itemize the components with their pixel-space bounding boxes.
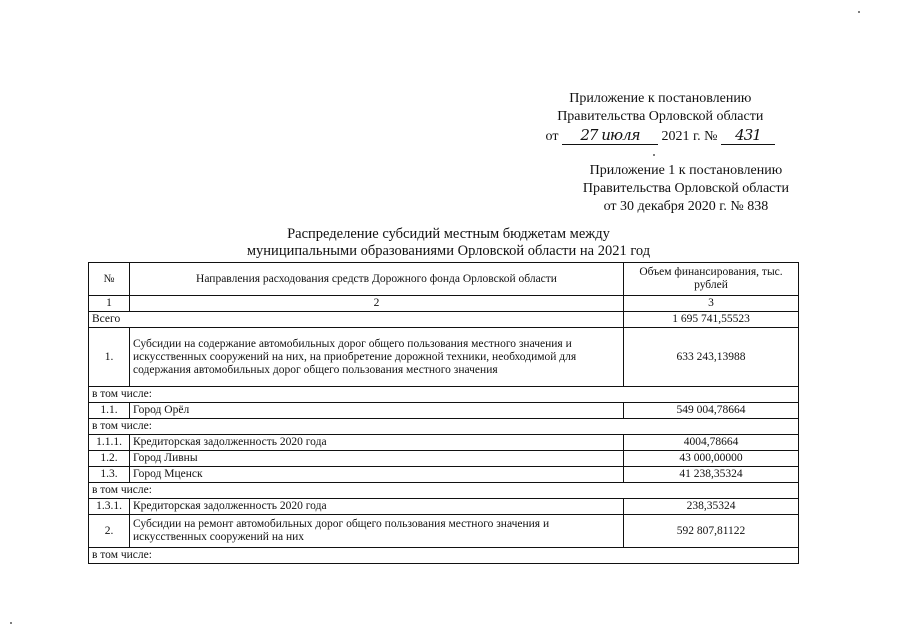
row-text: Кредиторская задолженность 2020 года [130,499,624,515]
handwritten-date: 27 июля [562,126,658,145]
total-row [89,312,799,328]
table-row [89,435,799,451]
row-text: Кредиторская задолженность 2020 года [130,435,624,451]
including-label: в том числе: [89,483,799,499]
col-number-2: 2 [130,296,624,312]
prev-appendix-line-1: Приложение 1 к постановлению [589,163,783,178]
including-label: в том числе: [89,419,799,435]
table-row [89,499,799,515]
including-label: в том числе: [89,387,799,403]
header-direction: Направления расходования средств Дорожного фонда Орловской области [130,263,624,296]
including-label: в том числе: [89,548,799,564]
row-num: 1. [89,328,130,387]
table-row [89,451,799,467]
row-num: 1.3. [89,467,130,483]
header-volume: Объем финансирования, тыс. рублей [624,263,799,296]
row-num: 1.1. [89,403,130,419]
scan-speck [653,154,655,156]
table-row [89,328,799,387]
column-number-row [89,296,799,312]
row-value: 43 000,00000 [624,451,799,467]
row-value: 4004,78664 [624,435,799,451]
ot-label: от [545,129,559,144]
table-row [89,515,799,548]
title-line-1: Распределение субсидий местным бюджетам между [287,226,610,242]
row-value: 238,35324 [624,499,799,515]
appendix-date-line [546,126,775,146]
including-row [89,419,799,435]
row-value: 549 004,78664 [624,403,799,419]
table-row [89,403,799,419]
prev-appendix-line-2: Правительства Орловской области [582,181,789,196]
handwritten-number: 431 [721,126,775,145]
row-num: 1.3.1. [89,499,130,515]
total-label: Всего [89,312,624,328]
col-number-3: 3 [624,296,799,312]
appendix-line-2: Правительства Орловской области [557,109,764,124]
row-num: 1.2. [89,451,130,467]
including-row [89,483,799,499]
total-value: 1 695 741,55523 [624,312,799,328]
previous-appendix-header [583,162,789,216]
subsidy-table [88,262,799,564]
row-text: Город Орёл [130,403,624,419]
row-text: Город Мценск [130,467,624,483]
row-text: Город Ливны [130,451,624,467]
row-value: 633 243,13988 [624,328,799,387]
appendix-line-1: Приложение к постановлению [569,91,752,106]
scan-speck [10,622,12,624]
including-row [89,387,799,403]
row-num: 2. [89,515,130,548]
row-text: Субсидии на содержание автомобильных дорог общего пользования местного значения и искусственных сооружений на них, на приобретение дорожной техники, необходимой для содержания автомобильных дорог общего пользования местного значения [130,328,624,387]
row-text: Субсидии на ремонт автомобильных дорог общего пользования местного значения и искусственных сооружений на них [130,515,624,548]
including-row [89,548,799,564]
title-line-2: муниципальными образованиями Орловской области на 2021 год [246,243,651,259]
appendix-header [546,90,775,146]
document-title [0,226,897,260]
prev-appendix-line-3: от 30 декабря 2020 г. № 838 [603,199,769,214]
row-value: 41 238,35324 [624,467,799,483]
header-row [89,263,799,296]
scan-speck [858,11,860,13]
row-value: 592 807,81122 [624,515,799,548]
header-num: № [89,263,130,296]
col-number-1: 1 [89,296,130,312]
table-row [89,467,799,483]
row-num: 1.1.1. [89,435,130,451]
year-label: 2021 г. № [661,129,718,144]
